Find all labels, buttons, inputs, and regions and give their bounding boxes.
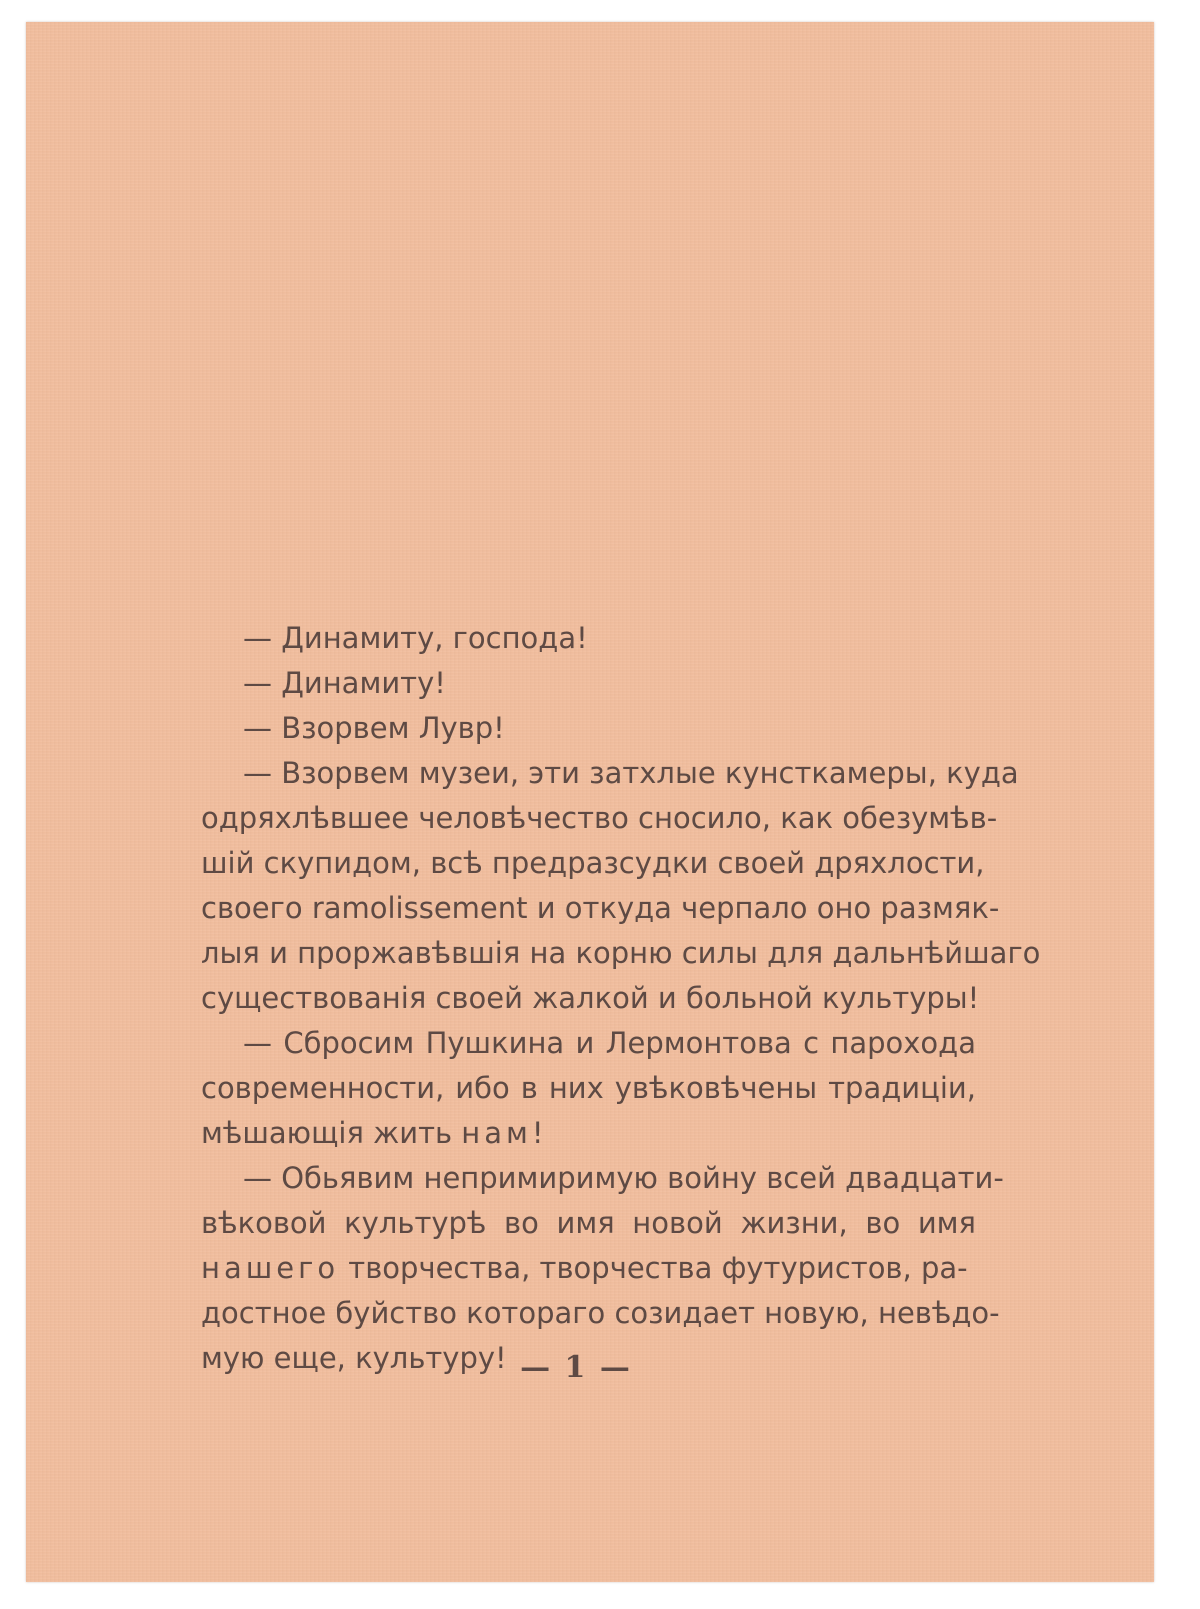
text-line: мую еще, культуру! [201, 1341, 507, 1375]
text-segment: ! [531, 1116, 544, 1150]
text-line [201, 1111, 976, 1156]
text-line: — Динамиту! [243, 666, 446, 700]
text-line: — Обьявим непримиримую войну всей двадцати- [243, 1161, 1004, 1195]
emphasized-word: нашего [201, 1251, 340, 1285]
text-line: современности, ибо в них увѣковѣчены традиціи, [201, 1071, 976, 1105]
text-segment: мѣшающія жить [201, 1116, 462, 1150]
text-line: — Сбросим Пушкина и Лермонтова с парохода [243, 1026, 976, 1060]
text-line: достное буйство котораго созидает новую, невѣдо- [201, 1296, 1000, 1330]
text-segment: творчества, творчества футуристов, ра- [339, 1251, 968, 1285]
text-line: вѣковой культурѣ во имя новой жизни, во имя [201, 1206, 976, 1240]
text-line: — Взорвем Лувр! [243, 711, 505, 745]
paper-sheet [26, 22, 1154, 1582]
text-line: — Динамиту, господа! [243, 621, 588, 655]
text-line: существованія своей жалкой и больной культуры! [201, 981, 980, 1015]
manifesto-text [201, 616, 1041, 1381]
page-number: — 1 — [520, 1350, 632, 1385]
text-line: лыя и проржавѣвшія на корню силы для дальнѣйшаго [201, 936, 1041, 970]
text-line [201, 1246, 976, 1291]
text-line: шій скупидом, всѣ предразсудки своей дряхлости, [201, 846, 985, 880]
text-line: — Взорвем музеи, эти затхлые кунсткамеры, куда [243, 756, 1019, 790]
emphasized-word: нам [461, 1116, 532, 1150]
text-line: одряхлѣвшее человѣчество сносило, как обезумѣв- [201, 801, 998, 835]
text-line: своего ramolissement и откуда черпало оно размяк- [201, 891, 1000, 925]
